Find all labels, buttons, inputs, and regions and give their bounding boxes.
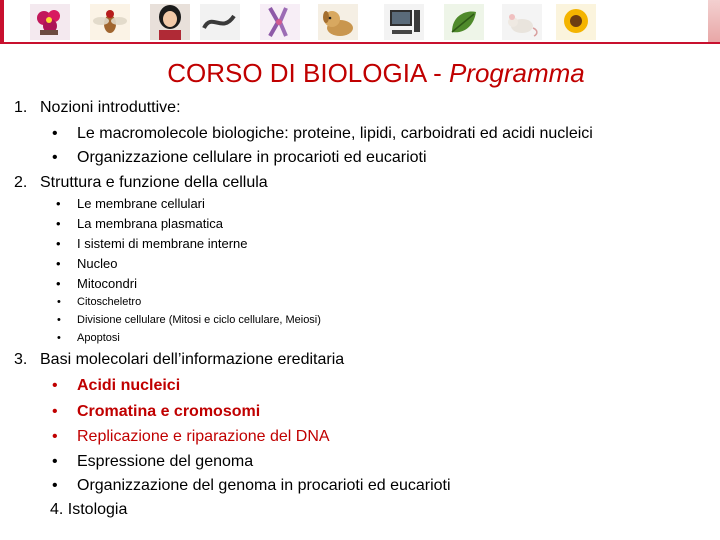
list-item: Apoptosi: [77, 332, 120, 344]
slide-title: [0, 56, 720, 90]
section-4-heading: 4. Istologia: [50, 501, 128, 518]
bullet-marker: •: [52, 477, 58, 494]
title-subtitle: Programma: [448, 58, 585, 88]
list-item: Organizzazione cellulare in procarioti ed eucarioti: [77, 149, 427, 166]
leaf-icon: [444, 4, 484, 40]
list-item-highlight: Acidi nucleici: [77, 377, 181, 394]
bullet-marker: •: [52, 377, 58, 394]
chromosome-icon: [260, 4, 300, 40]
title-separator: -: [425, 58, 449, 88]
bullet-marker: •: [57, 314, 61, 326]
bullet-marker: •: [56, 196, 61, 211]
section-3-heading: Basi molecolari dell’informazione ereditaria: [40, 351, 345, 368]
flower-icon: [30, 4, 70, 40]
bullet-marker: •: [52, 125, 58, 142]
puppy-icon: [318, 4, 358, 40]
worm-icon: [200, 4, 240, 40]
section-3-number: 3.: [14, 351, 28, 368]
bullet-marker: •: [56, 216, 61, 231]
list-item: Le membrane cellulari: [77, 196, 205, 211]
list-item-highlight: Replicazione e riparazione del DNA: [77, 428, 330, 445]
list-item: Nucleo: [77, 256, 118, 271]
section-1-heading: Nozioni introduttive:: [40, 99, 181, 116]
section-2-number: 2.: [14, 174, 28, 191]
bullet-marker: •: [57, 332, 61, 344]
list-item: Le macromolecole biologiche: proteine, lipidi, carboidrati ed acidi nucleici: [77, 125, 593, 142]
title-main: CORSO DI BIOLOGIA: [167, 58, 426, 88]
banner-divider: [0, 42, 720, 44]
banner-right-edge: [708, 0, 720, 44]
list-item: Divisione cellulare (Mitosi e ciclo cellulare, Meiosi): [77, 314, 321, 326]
mouse-icon: [502, 4, 542, 40]
bullet-marker: •: [56, 236, 61, 251]
person-photo-icon: [150, 4, 190, 40]
fly-icon: [90, 4, 130, 40]
image-banner: [0, 0, 720, 44]
bullet-marker: •: [57, 296, 61, 308]
banner-left-edge: [0, 0, 4, 44]
bullet-marker: •: [56, 276, 61, 291]
list-item: La membrana plasmatica: [77, 216, 223, 231]
list-item: I sistemi di membrane interne: [77, 236, 248, 251]
list-item: Mitocondri: [77, 276, 137, 291]
sunflower-icon: [556, 4, 596, 40]
bullet-marker: •: [52, 403, 58, 420]
section-1-number: 1.: [14, 99, 28, 116]
bullet-marker: •: [52, 453, 58, 470]
bullet-marker: •: [52, 428, 58, 445]
list-item: Espressione del genoma: [77, 453, 254, 470]
list-item: Citoscheletro: [77, 296, 142, 308]
computer-icon: [384, 4, 424, 40]
list-item-highlight: Cromatina e cromosomi: [77, 403, 261, 420]
bullet-marker: •: [52, 149, 58, 166]
list-item: Organizzazione del genoma in procarioti ed eucarioti: [77, 477, 451, 494]
section-2-heading: Struttura e funzione della cellula: [40, 174, 268, 191]
bullet-marker: •: [56, 256, 61, 271]
